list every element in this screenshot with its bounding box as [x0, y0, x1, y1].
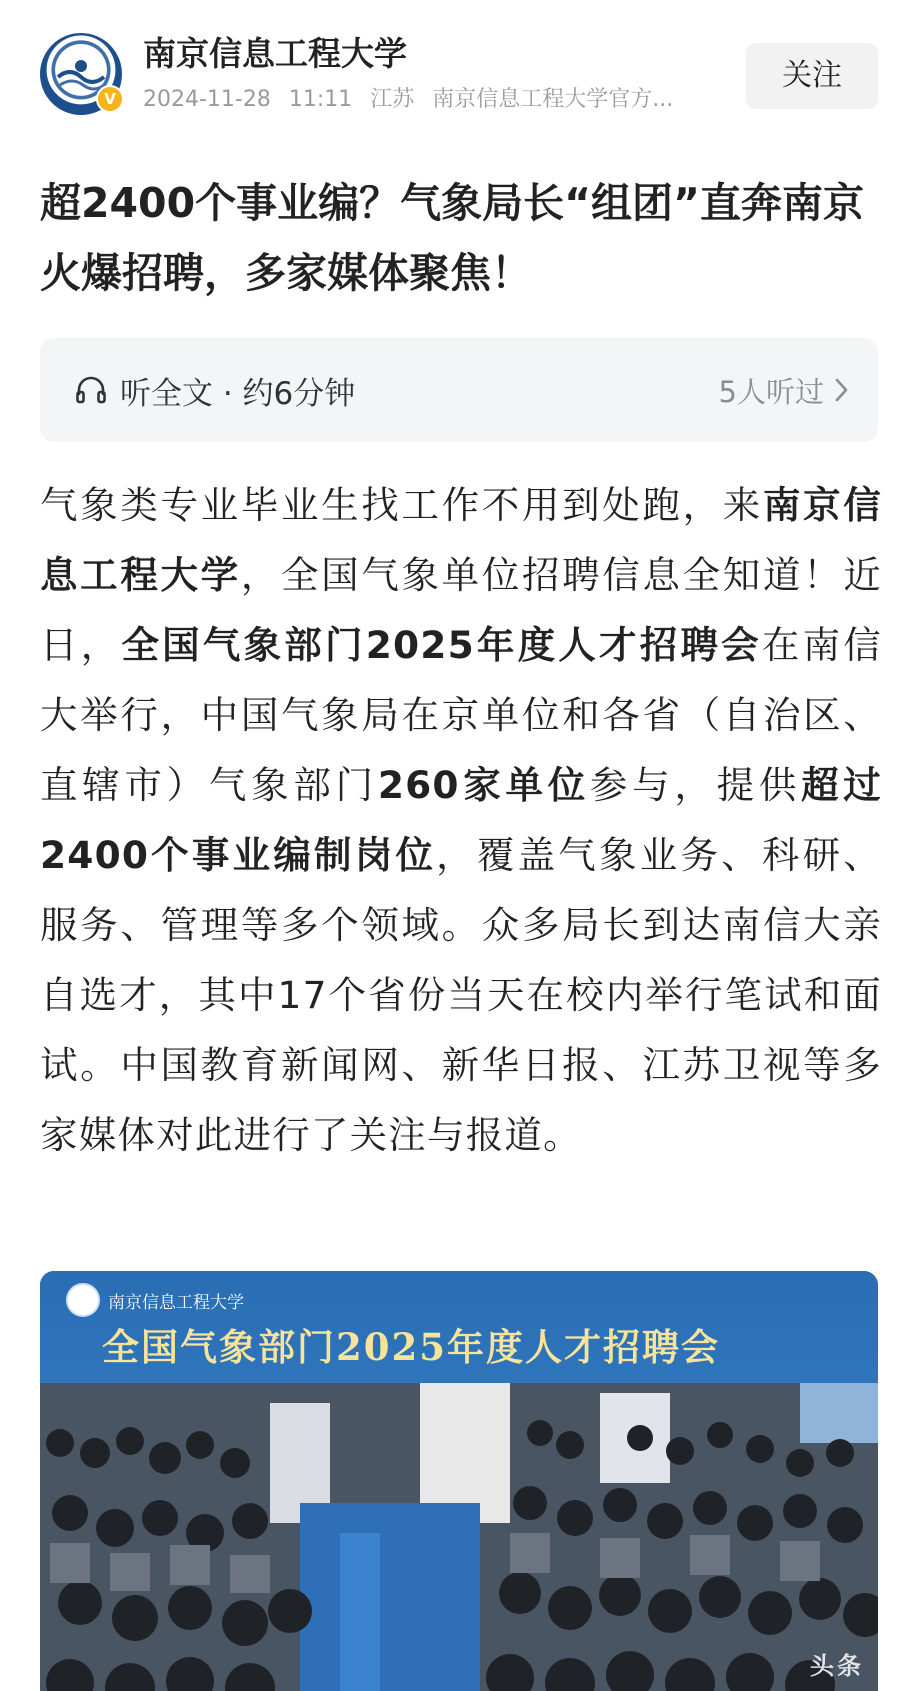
listen-left	[74, 368, 355, 412]
article-body	[40, 470, 882, 1170]
body-text: 气象类专业毕业生找工作不用到处跑，来	[40, 483, 763, 527]
post-time: 11:11	[288, 87, 353, 112]
post-meta	[143, 82, 703, 113]
banner-title: 全国气象部门2025年度人才招聘会	[102, 1325, 720, 1369]
article-photo[interactable]	[40, 1271, 878, 1691]
verified-badge-icon: V	[96, 85, 124, 113]
post-location: 江苏	[370, 87, 415, 112]
author-name[interactable]: 南京信息工程大学	[143, 34, 407, 73]
chevron-right-icon	[834, 377, 850, 403]
account-description: 南京信息工程大学官方...	[432, 87, 674, 112]
follow-button[interactable]: 关注	[746, 43, 878, 109]
body-highlight: 超过2400个事业编制岗位	[40, 763, 882, 877]
listen-label: 听全文 · 约6分钟	[120, 375, 356, 412]
body-text: ，全国气象单位招聘信息全知道！近日，	[40, 553, 882, 667]
listen-count: 5人听过	[718, 374, 824, 409]
banner-logo	[66, 1283, 244, 1317]
body-highlight: 260家单位	[377, 763, 590, 807]
photo-banner	[40, 1271, 878, 1391]
article-title: 超2400个事业编？气象局长“组团”直奔南京火爆招聘，多家媒体聚焦！	[40, 179, 865, 297]
listen-full-text-bar[interactable]	[40, 338, 878, 442]
banner-logo-text: 南京信息工程大学	[108, 1292, 244, 1313]
watermark: 头条	[810, 1652, 864, 1680]
listen-right	[719, 368, 850, 412]
post-date: 2024-11-28	[143, 87, 271, 112]
crowd-scene	[40, 1383, 878, 1691]
body-highlight: 全国气象部门2025年度人才招聘会	[121, 623, 762, 667]
body-text: ，覆盖气象业务、科研、服务、管理等多个领域。众多局长到达南信大亲自选才，其中17个省份当天在校内举行笔试和面试。中国教育新闻网、新华日报、江苏卫视等多家媒体对此进行了关注与报道。	[40, 833, 882, 1157]
headphone-icon	[74, 373, 108, 407]
body-text: 参与，提供	[589, 763, 802, 807]
post-header	[0, 0, 918, 125]
banner-logo-icon	[66, 1283, 100, 1317]
author-avatar[interactable]	[40, 33, 122, 115]
body-highlight: 南京信息工程大学	[40, 483, 882, 597]
body-text: 在南信大举行，中国气象局在京单位和各省（自治区、直辖市）气象部门	[40, 623, 882, 807]
